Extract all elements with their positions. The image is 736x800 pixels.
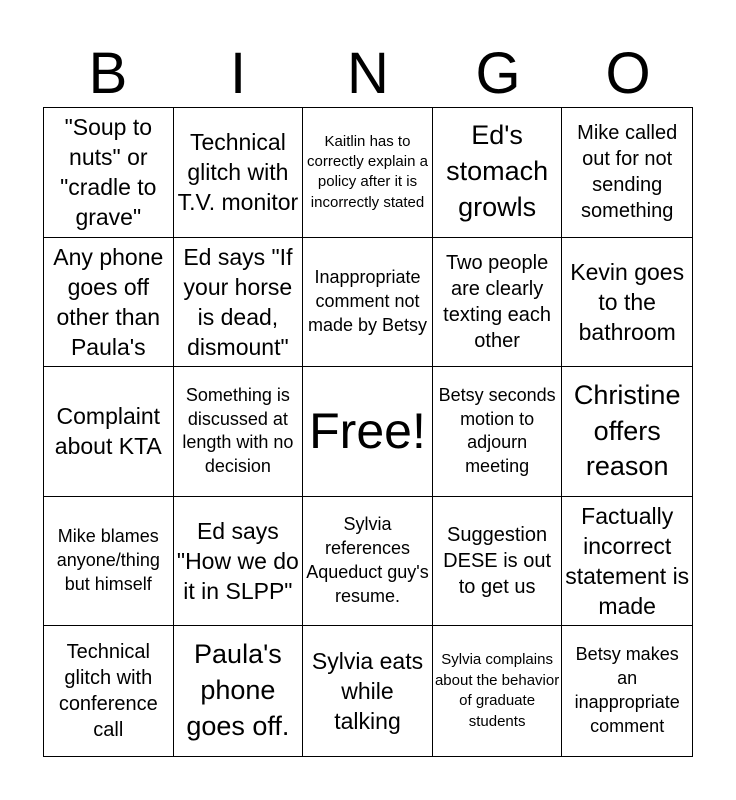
bingo-cell[interactable] (433, 497, 563, 627)
bingo-cell[interactable] (562, 497, 692, 627)
bingo-cell[interactable] (433, 626, 563, 756)
cell-text: Mike blames anyone/thing but himself (56, 526, 160, 595)
bingo-cell[interactable] (562, 367, 692, 497)
cell-text: Free! (309, 403, 426, 460)
cell-text: Betsy makes an inappropriate comment (574, 644, 680, 737)
cell-text: Paula's phone goes off. (186, 639, 290, 742)
bingo-header (43, 40, 693, 108)
bingo-cell[interactable] (44, 238, 174, 368)
bingo-cell[interactable] (433, 367, 563, 497)
cell-text: Complaint about KTA (54, 403, 162, 460)
bingo-cell[interactable] (303, 108, 433, 238)
bingo-cell[interactable] (44, 108, 174, 238)
header-letter-b: B (88, 41, 128, 106)
header-letter-o: O (605, 41, 651, 106)
header-letter-n: N (347, 41, 389, 106)
cell-text: "Soup to nuts" or "cradle to grave" (60, 114, 157, 231)
bingo-cell[interactable] (44, 626, 174, 756)
header-letter-g: G (475, 41, 521, 106)
bingo-cell[interactable] (174, 108, 304, 238)
cell-text: Inappropriate comment not made by Betsy (307, 266, 428, 335)
bingo-cell[interactable] (562, 626, 692, 756)
bingo-cell[interactable] (174, 626, 304, 756)
bingo-cell[interactable] (303, 238, 433, 368)
cell-text: Technical glitch with conference call (58, 641, 158, 742)
bingo-cell[interactable] (174, 497, 304, 627)
bingo-cell[interactable] (433, 108, 563, 238)
cell-text: Sylvia references Aqueduct guy's resume. (306, 514, 429, 607)
header-letter-i: I (229, 41, 247, 106)
bingo-cell[interactable] (562, 108, 692, 238)
cell-text: Christine offers reason (573, 379, 681, 482)
bingo-cell[interactable] (44, 367, 174, 497)
bingo-cell[interactable] (174, 238, 304, 368)
cell-text: Ed says "If your horse is dead, dismount" (183, 243, 293, 361)
bingo-cell[interactable] (44, 497, 174, 627)
bingo-cell[interactable] (303, 626, 433, 756)
cell-text: Sylvia complains about the behavior of graduate students (434, 651, 560, 730)
cell-text: Ed's stomach growls (446, 120, 549, 223)
bingo-board (43, 107, 693, 757)
cell-text: Two people are clearly texting each other (443, 251, 552, 352)
free-space[interactable] (303, 367, 433, 497)
cell-text: Factually incorrect statement is made (565, 502, 690, 620)
cell-text: Something is discussed at length with no decision (182, 384, 294, 477)
cell-text: Kaitlin has to correctly explain a policy after it is incorrectly stated (307, 132, 428, 211)
cell-text: Kevin goes to the bathroom (570, 258, 685, 345)
cell-text: Betsy seconds motion to adjourn meeting (438, 384, 556, 477)
cell-text: Technical glitch with T.V. monitor (177, 129, 299, 216)
bingo-cell[interactable] (433, 238, 563, 368)
cell-text: Sylvia eats while talking (311, 648, 424, 735)
cell-text: Any phone goes off other than Paula's (53, 243, 164, 361)
bingo-cell[interactable] (303, 497, 433, 627)
cell-text: Suggestion DESE is out to get us (443, 524, 551, 599)
cell-text: Ed says "How we do it in SLPP" (176, 517, 299, 605)
bingo-cell[interactable] (174, 367, 304, 497)
cell-text: Mike called out for not sending something (577, 122, 678, 223)
bingo-cell[interactable] (562, 238, 692, 368)
